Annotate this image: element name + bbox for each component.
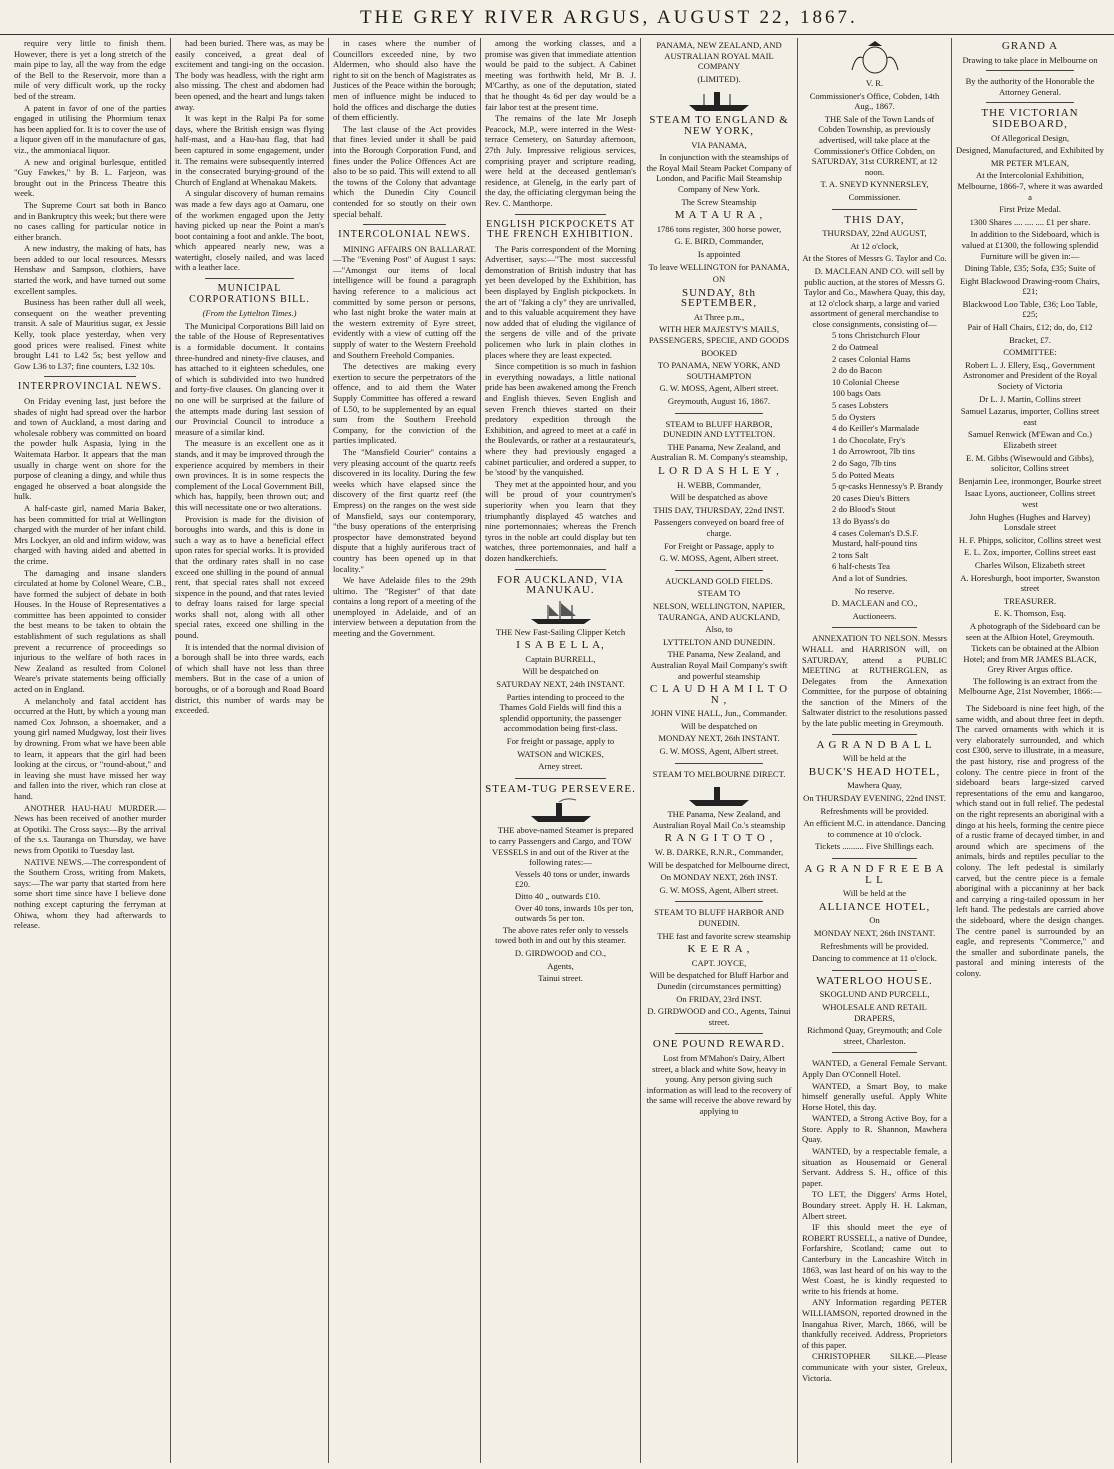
steamship-icon: [684, 781, 754, 807]
royal-crest-icon: [848, 40, 902, 76]
committee-list: [956, 360, 1104, 594]
divider: [515, 214, 606, 215]
section-heading: ENGLISH PICKPOCKETS AT THE FRENCH EXHIBITION.: [486, 218, 635, 241]
auction-item: 10 Colonial Cheese: [832, 376, 900, 387]
article-paragraph: The Paris correspondent of the Morning Advertiser, says:—"The most successful demonstration of British industry that has yet been developed by the Exhibition, has been displayed by English pickpockets. In the art of "faking a cly" they are unrivalled, and to this valuable acquirement they have now added that of eluding the vigilance of the sergens de ville and of the private policemen who lurk in plain clothes in places where they are least expected.: [485, 243, 636, 360]
article-paragraph: A melancholy and fatal accident has occurred at the Hutt, by which a young man named Cox Johnson, a shoemaker, and a young girl named Mudgway, lost their lives by drowning. From what we have been able to learn, it appears that the girl had been looking at the circus, or "round-about," and in leaving she must have missed her way and fallen into the river, which ran close at hand.: [14, 695, 166, 801]
committee-member: Samuel Lazarus, importer, Collins street east: [960, 406, 1100, 427]
committee-member: John Hughes (Hughes and Harvey) Lonsdale street: [969, 511, 1091, 533]
classified-ad: IF this should meet the eye of ROBERT RUSSELL, a native of Dundee, Forfarshire, Scotland; came out to Canterbury in the Lancashire Witch in 1863, was last heard of on his way to the West Coast, he is kindly requested to write to his friends at home.: [802, 1222, 947, 1296]
section-heading: MUNICIPAL CORPORATIONS BILL.: [189, 283, 310, 305]
divider: [675, 570, 763, 571]
committee-member: Isaac Lyons, auctioneer, Collins street west: [964, 488, 1096, 509]
article-paragraph: require very little to finish them. However, there is yet a long stretch of the main pipe to lay, all the way from the edge of the Bell to the Reservoir, more than a mile of very difficult work, up the rocky bed of the stream.: [14, 38, 166, 101]
advertisement-steam-tug: STEAM-TUG PERSEVERE. THE above-named Steamer is prepared to carry Passengers and Cargo, and TOW VESSELS in and out of the River at the following rates:— Vessels 40 tons or under, inwards £20. Ditto 40 „ outwards £10. Over 40 tons, inwards 10s per ton, outwards 5s per ton. The above rates refer only to vessels towed both in and out by this steamer. D. GIRDWOOD and CO., Agents, Tainui street.: [485, 782, 636, 984]
article-paragraph: A singular discovery of human remains was made a few days ago at Oamaru, one of the workmen engaged upon the Jetty having picked up near the Point a man's boot containing a foot and ankle. The boot, which appeared nearly new, was a watertight, closely nailed, and was laced with a leather lace.: [175, 188, 324, 273]
article-paragraph: A new industry, the making of hats, has been added to our local resources. Messrs Henshaw and Sampson, clothiers, have started the work, and have turned out some excellent samples.: [14, 243, 166, 296]
divider: [832, 1052, 917, 1053]
ad-heading: STEAM-TUG PERSEVERE.: [485, 782, 636, 795]
auction-item: 2 do Sago, 7lb tins: [832, 458, 897, 468]
advertisement-free-ball: A G R A N D F R E E B A L L Will be held at the ALLIANCE HOTEL, On MONDAY NEXT, 26th INSTANT. Refreshments will be provided. Dancing to commence at 11 o'clock.: [804, 863, 945, 964]
column-3: [329, 38, 480, 1463]
divider: [832, 627, 917, 628]
auction-item: 5 qr-casks Hennessy's P. Brandy: [832, 481, 943, 492]
article-paragraph: Provision is made for the division of boroughs into wards, and this is done in such a way as to have a beneficial effect upon rates for special works. It is provided that the ordinary rates shall in no case exceed one shilling in the pound of annual rent, that special rates shall not exceed sixpence in the pound, and that rates levied to defray loans raised for large special works shall not, along with all other special rates, exceed one shilling in the pound.: [175, 513, 324, 641]
advertisement-cobden-lands: V. R. Commissioner's Office, Cobden, 14th Aug., 1867. THE Sale of the Town Lands of Cobden Township, as previously advertised, will take place at the Commissioner's Office Cobden, on SATURDAY, 31st CURRENT, at 12 noon. T. A. SNEYD KYNNERSLEY, Commissioner.: [802, 40, 947, 203]
article-paragraph: The detectives are making every exertion to secure the perpetrators of the offence, and to aid them the Water Supply Committee has offered a reward of L50, to be supplemented by an equal sum from the Southern Freehold Company, for the conviction of the parties implicated.: [333, 361, 476, 446]
advertisement-auckland-ketch: FOR AUCKLAND, VIA MANUKAU. THE New Fast-Sailing Clipper Ketch I S A B E L L A, Captain BURRELL, Will be despatched on SATURDAY NEXT, 24th INSTANT. Parties intending to proceed to the Thames Gold Fields will find this a splendid opportunity, the passenger accommodation being first-class. For freight or passage, apply to WATSON and WICKES, Arney street.: [485, 575, 636, 772]
advertisement-maclean-auction: THIS DAY, THURSDAY, 22nd AUGUST, At 12 o'clock, At the Stores of Messrs G. Taylor and Co. D. MACLEAN AND CO. will sell by public auction, at the stores of Messrs G. Taylor and Co., Mawhera Quay, this day, at 12 o'clock sharp, a large and varied assortment of general merchandise to close consignments, consisting of— 5 tons Christchurch Flour 2 do Oatmeal 2 cases Colonial Hams 2 do do Bacon 10 Colonial Cheese 100 bags Oats 5 cases Lobsters 5 do Oysters 4 do Keiller's Marmalade 1 do Chocolate, Fry's 1 do Arrowroot, 7lb tins 2 do Sago, 7lb tins 5 do Potted Meats 5 qr-casks Hennessy's P. Brandy 20 cases Dieu's Bitters 2 do Blood's Stout 13 do Byass's do 4 cases Coleman's D.S.F. Mustard, half-pound tins 2 tons Salt 6 half-chests Tea And a lot of Sundries. No reserve. D. MACLEAN and CO., Auctioneers.: [802, 213, 947, 621]
classified-ad: WANTED, a Smart Boy, to make himself generally useful. Apply White Horse Hotel, this day.: [802, 1080, 947, 1112]
advertisement-grand-ball: A G R A N D B A L L Will be held at the BUCK'S HEAD HOTEL, Mawhera Quay, On THURSDAY EVENING, 22nd INST. Refreshments will be provided. An efficient M.C. in attendance. Dancing to commence at 10 o'clock. Tickets .......... Five Shillings each.: [803, 738, 946, 852]
article-paragraph: They met at the appointed hour, and you will be proud of your countrymen's superiority when you learn that they triumphantly displayed 45 watches and nine portemonnaies; whereas the French tyros in the noble art could display but ten watches, three portemonnaies, and half a dozen handkerchiefs.: [485, 478, 636, 563]
divider: [675, 901, 763, 902]
divider: [986, 102, 1074, 103]
article-paragraph: had been buried. There was, as may be easily conceived, a great deal of excitement and tangi-ing on the occasion. The body was headless, with the right arm also missing. The chest and abdomen had been opened, and the heart and lungs taken away.: [175, 38, 324, 112]
advertisement-lord-ashley: STEAM to BLUFF HARBOR, DUNEDIN AND LYTTELTON. THE Panama, New Zealand, and Australian R. M. Company's steamship, L O R D A S H L E Y , H. WEBB, Commander, Will be despatched as above THIS DAY, THURSDAY, 22nd INST. Passengers conveyed on board free of charge. For Freight or Passage, apply to G. W. MOSS, Agent, Albert street.: [650, 418, 788, 564]
committee-member: H. F. Phipps, solicitor, Collins street west: [958, 534, 1102, 545]
divider: [832, 209, 917, 210]
article-paragraph: in cases where the number of Councillors exceeded nine, by two Aldermen, who should also have the right to sit on the bench of Magistrates as Justices of the Peace within the borough; men of influence might be induced to hold the offices and discharge the duties of them efficiently.: [333, 38, 476, 123]
auction-item: 4 cases Coleman's D.S.F. Mustard, half-pound tins: [832, 527, 919, 549]
advertisement-panama-mail: PANAMA, NEW ZEALAND, AND AUSTRALIAN ROYAL MAIL COMPANY (LIMITED). STEAM TO ENGLAND & NEW YORK, VIA PANAMA, In conjunction with the steamships of the Royal Mail Steam Packet Company of London, and Pacific Mail Steamship Company of New York. The Screw Steamship M A T A U R A , 1786 tons register, 300 horse power, G. E. BIRD, Commander, Is appointed To leave WELLINGTON for PANAMA, ON SUNDAY, 8th SEPTEMBER, At Three p.m., WITH HER MAJESTY'S MAILS, PASSENGERS, SPECIE, AND GOODS BOOKED TO PANAMA, NEW YORK, AND SOUTHAMPTON G. W. MOSS, Agent, Albert street. Greymouth, August 16, 1867.: [646, 40, 792, 407]
article-paragraph: MINING AFFAIRS ON BALLARAT.—The "Evening Post" of August 1 says:—"Amongst our items of local intelligence will be found a paragraph having reference to a malicious act committed by some person or persons, who last night broke the water main at the western extremity of Eyre street, evidently with a view of cutting off the supply of water to the Western Freehold and Southern Freehold Companies.: [333, 243, 476, 360]
article-paragraph: The measure is an excellent one as it stands, and it may be improved through the experience acquired by members in their own provinces. It is in some respects the complement of the Local Government Bill, which has, happily, been thrown out; and this will necessitate one or two alterations.: [175, 438, 324, 512]
prize-item: Blackwood Loo Table, £36; Loo Table, £25;: [962, 298, 1098, 320]
auction-item: 5 tons Christchurch Flour: [832, 330, 921, 341]
divider: [515, 778, 606, 779]
auction-item: 2 do do Bacon: [832, 365, 882, 376]
steamship-icon: [684, 86, 754, 112]
auction-item: 5 cases Lobsters: [832, 400, 889, 411]
newspaper-title: THE GREY RIVER ARGUS, AUGUST 22, 1867.: [360, 7, 858, 28]
committee-member: Dr L. J. Martin, Collins street: [979, 393, 1081, 404]
section-heading: INTERCOLONIAL NEWS.: [338, 229, 471, 241]
auction-item: 2 cases Colonial Hams: [832, 353, 911, 364]
auction-item: 1 do Arrowroot, 7lb tins: [832, 446, 915, 457]
prize-item: Eight Blackwood Drawing-room Chairs, £21;: [960, 275, 1100, 297]
article-paragraph: among the working classes, and a promise was given that immediate attention would be paid to the subject. A Cabinet meeting was forthwith held, Mr B. J. M'Carthy, as one of the deputation, stated that he thought 4s 6d per day would be a fair labor test at the present time.: [485, 38, 636, 112]
divider: [363, 224, 446, 225]
article-paragraph: A new and original burlesque, entitled "Guy Fawkes," by B. L. Farjeon, was brought out in the Princess Theatre this week.: [14, 156, 166, 199]
classified-ad: WANTED, a Strong Active Boy, for a Store. Apply to R. Shannon, Mawhera Quay.: [802, 1113, 947, 1145]
column-7: [952, 38, 1108, 1463]
divider: [205, 278, 294, 279]
auction-item: 2 tons Salt: [832, 549, 869, 560]
classified-ad: WANTED, a General Female Servant. Apply Dan O'Connell Hotel.: [802, 1058, 947, 1079]
article-paragraph: The Sideboard is nine feet high, of the same width, and about three feet in depth. The carved ornaments with which it is very elaborately surrounded, and which cost £300, serve to illustrate, in a measure, the past history, rise and progress of the colony. The centre piece in front of the sideboard bears large-sized carved representations of the emu and kangaroo, which stand out in full relief. The pedestal on the right represents an aboriginal with a dingo at his heels, forming the centre piece of a rustic frame of decayed timber, in and around which are specimens of the animals, birds and reptiles peculiar to the colony. The left pedestal is similarly carved, but the centre piece is a female aboriginal with a piccaninny at her back and carrying a ring-tailed opossum in her left hand. The pedestals are carried above the sideboard, where the design changes. The centre panel is surrounded by an eagle, and represents "Commerce," and the smaller and subordinate panels, the pastoral and mining interests of the colony.: [956, 703, 1104, 978]
section-subheading: (From the Lyttelton Times.): [202, 308, 297, 319]
column-4: [481, 38, 640, 1463]
steamship-icon: [526, 797, 596, 823]
auction-item: And a lot of Sundries.: [832, 572, 908, 583]
classified-ad: CHRISTOPHER SILKE.—Please communicate with your sister, Greleux, Victoria.: [802, 1351, 947, 1383]
divider: [986, 70, 1074, 71]
divider: [832, 734, 917, 735]
article-paragraph: On Friday evening last, just before the shades of night had spread over the harbor and town of Auckland, a most daring and wholesale robbery was committed on board the powder hulk Aspasia, lying in the Waitemata Harbor. It appears that the man usually in charge went on shore for the purpose of cleaning a dingy, and while thus engaged he observed a boat alongside the hulk.: [14, 396, 166, 502]
classified-ad: TO LET, the Diggers' Arms Hotel, Boundary street. Apply H. H. Lakman, Albert street.: [802, 1189, 947, 1221]
article-paragraph: A patent in favor of one of the parties engaged in utilising the Phormium tenax has been applied for. It is to cover the use of a liquor given off in the manufacture of gas, viz., the ammoniacal liquor.: [14, 102, 167, 155]
advertisement-reward: ONE POUND REWARD. Lost from M'Mahon's Dairy, Albert street, a black and white Sow, heavy in young. Any person giving such information as will lead to the recovery of the same will receive the above reward by applying to: [646, 1038, 792, 1116]
auction-item: 100 bags Oats: [832, 388, 881, 399]
article-paragraph: It was kept in the Ralpi Pa for some days, where the British ensign was flying half-mast, and a Hau-hau flag, that had been captured in some engagement, under it. The remains were subsequently interred in the consecrated burying-ground of the Church of England at Whenakau Makets.: [175, 113, 324, 187]
article-paragraph: Since competition is so much in fashion in everything nowadays, a little national pride has been awakened among the French and English thieves. Seven English and seven French thieves started on their predatory expedition through the Exhibition, and agreed to meet at a café in the Boulevards, or rather at a restaurateur's, where they had previously engaged a cabinet particulier, and ordered a supper, to be 'stood' by the vanquished.: [485, 361, 636, 478]
advertisement-claud-hamilton: AUCKLAND GOLD FIELDS. STEAM TO NELSON, WELLINGTON, NAPIER, TAURANGA, AND AUCKLAND, Also, to LYTTELTON AND DUNEDIN. THE Panama, New Zealand, and Australian Royal Mail Company's swift and powerful steamship C L A U D H A M I L T O N , JOHN VINE HALL, Jun., Commander. Will be despatched on MONDAY NEXT, 26th INSTANT. G. W. MOSS, Agent, Albert street.: [649, 575, 789, 757]
auction-item: 5 do Potted Meats: [832, 469, 895, 480]
committee-member: Charles Wilson, Elizabeth street: [974, 559, 1086, 570]
committee-member: E. M. Gibbs (Wisewould and Gibbs), solicitor, Collins street: [965, 452, 1095, 474]
advertisement-waterloo-house: WATERLOO HOUSE. SKOGLUND AND PURCELL, WHOLESALE AND RETAIL DRAPERS, Richmond Quay, Greymouth; and Cole street, Charleston.: [807, 974, 942, 1046]
advertisement-sideboard: GRAND A Drawing to take place in Melbourne on By the authority of the Honorable the Attorney General. THE VICTORIAN SIDEBOARD, Of Allegorical Design, Designed, Manufactured, and Exhibited by MR PETER M'LEAN, At the Intercolonial Exhibition, Melbourne, 1866-7, where it was awarded a First Prize Medal. 1300 Shares .... .... .... £1 per share. In addition to the Sideboard, which is valued at £1300, the following splendid Furniture will be given in:— Dining Table, £35; Sofa, £35; Suite of Eight Blackwood Drawing-room Chairs, £21; Blackwood Loo Table, £36; Loo Table, £25; Pair of Hall Chairs, £12; do, do, £12 Bracket, £7. COMMITTEE: Robert L. J. Ellery, Esq., Government Astronomer and President of the Royal Society of Victoria Dr L. J. Martin, Collins street Samuel Lazarus, importer, Collins street east Samuel Renwick (M'Ewan and Co.) Elizabeth street E. M. Gibbs (Wisewould and Gibbs), solicitor, Collins street Benjamin Lee, ironmonger, Bourke street Isaac Lyons, auctioneer, Collins street west John Hughes (Hughes and Harvey) Lonsdale street H. F. Phipps, solicitor, Collins street west E. L. Zox, importer, Collins street east Charles Wilson, Elizabeth street A. Horesburgh, boot importer, Swanston street TREASURER. E. K. Thomson, Esq. A photograph of the Sideboard can be seen at the Albion Hotel, Greymouth. Tickets can be obtained at the Albion Hotel; and from MR JAMES BLACK, Grey River Argus office. The following is an extract from the Melbourne Age, 21st November, 1866:—: [956, 40, 1104, 697]
prize-list: [956, 263, 1104, 345]
divider: [832, 858, 917, 859]
advertisement-keera: STEAM TO BLUFF HARBOR AND DUNEDIN. THE fast and favorite screw steamship K E E R A , CAPT. JOYCE, Will be despatched for Bluff Harbor and Dunedin (circumstances permitting) On FRIDAY, 23rd INST. D. GIRDWOOD and CO., Agents, Tainui street.: [647, 907, 791, 1027]
column-6: [798, 38, 951, 1463]
committee-member: Robert L. J. Ellery, Esq., Government Astronomer and President of the Royal Society of Victoria: [962, 359, 1098, 392]
article-paragraph: We have Adelaide files to the 29th ultimo. The "Register" of that date contains a long report of a meeting of the unemployed in Adelaide, and of an interview between a deputation from the meeting and the Government.: [333, 575, 476, 639]
auction-item: 2 do Oatmeal: [832, 342, 879, 353]
auction-item: 4 do Keiller's Marmalade: [832, 423, 920, 434]
article-paragraph: ANOTHER HAU-HAU MURDER.—News has been received of another murder at Opotiki. The Cross says:—By the arrival of the s.s. Tauranga on Thursday, we have news from Opotiki to Tuesday last.: [14, 802, 166, 855]
article-paragraph: A half-caste girl, named Maria Baker, has been committed for trial at Wellington charged with the murder of her infant child. Mrs Lockyer, an old and infirm widow, was charged with having aided and abetted in the crime.: [14, 502, 166, 566]
advertisement-rangitoto: STEAM TO MELBOURNE DIRECT. THE Panama, New Zealand, and Australian Royal Mail Co.'s steamship R A N G I T O T O , W. B. DARKE, R.N.R., Commander, Will be despatched for Melbourne direct, On MONDAY NEXT, 26th INST. G. W. MOSS, Agent, Albert street.: [648, 768, 790, 895]
auction-item: 6 half-chests Tea: [832, 561, 890, 572]
sailing-ship-icon: [526, 599, 596, 625]
prize-item: Pair of Hall Chairs, £12; do, do, £12: [967, 322, 1093, 333]
classified-ad: ANY Information regarding PETER WILLIAMSON, reported drowned in the Inangahua River, March, 1866, will be thankfully received. Address, Proprietors of this paper.: [802, 1297, 947, 1350]
article-paragraph: The "Mansfield Courier" contains a very pleasing account of the quartz reefs discovered in its locality. During the few weeks which have elapsed since the discovery of the first quartz reef (the Empress) on the ranges on the west side of Mansfield, says our contemporary, "the busy operations of the enterprising prospector have demonstrated beyond dispute that a highly auriferous tract of country has been opened up in that locality.": [333, 446, 476, 574]
auction-item: 1 do Chocolate, Fry's: [832, 434, 906, 445]
auction-item: 2 do Blood's Stout: [832, 504, 896, 515]
divider: [675, 763, 763, 764]
divider: [44, 376, 136, 377]
column-2: [171, 38, 328, 1463]
classified-ad: WANTED, by a respectable female, a situation as Housemaid or General Servant. Address S. H., office of this paper.: [802, 1146, 947, 1188]
article-paragraph: It is intended that the normal division of a borough shall be into three wards, each of which shall have not less than three members. But in the case of a union of boroughs, or of a borough and Road Board district, this number of wards may be exceeded.: [175, 641, 324, 716]
auction-item: 20 cases Dieu's Bitters: [832, 492, 910, 503]
article-paragraph: NATIVE NEWS.—The correspondent of the Southern Cross, writing from Makets, says:—The war party that started from here some short time since have I believe done nothing except capturing the ferryman at Ohiwa, whom they had afterwards to release.: [14, 856, 166, 931]
committee-member: E. L. Zox, importer, Collins street east: [964, 547, 1096, 558]
prize-item: Dining Table, £35; Sofa, £35; Suite of: [964, 263, 1096, 274]
auction-item: 13 do Byass's do: [832, 515, 890, 526]
committee-member: Benjamin Lee, ironmonger, Bourke street: [958, 475, 1102, 486]
column-5: [641, 38, 797, 1463]
article-paragraph: The remains of the late Mr Joseph Peacock, M.P., were interred in the West-terrace Cemetery, on Saturday afternoon, 27th July. Impressive religious services, comprising prayer and scripture reading, were held at the deceased gentleman's residence, at Glenelg, in the early part of the day, the officiating clergyman being the Rev. C. Manthorpe.: [485, 113, 636, 208]
auction-item: 5 do Oysters: [832, 411, 876, 422]
masthead: [0, 0, 1114, 35]
prize-item: Bracket, £7.: [1009, 334, 1051, 345]
committee-member: A. Horesburgh, boot importer, Swanston street: [960, 572, 1100, 594]
article-paragraph: The Supreme Court sat both in Banco and in Bankruptcy this week; but there were no cases calling for particular notice in either branch.: [14, 199, 167, 242]
committee-member: Samuel Renwick (M'Ewan and Co.) Elizabeth street: [968, 429, 1092, 450]
article-paragraph: The Municipal Corporations Bill laid on the table of the House of Representatives is a formidable document. It contains three-hundred and ninety-five clauses, and has attached to it eighteen schedules, one of which is subdivided into two hundred and forty-five clauses. On glancing over it no one will be surprised at the failure of the attempts made during last session of our Provincial Council to introduce a measure of a similar kind.: [175, 320, 324, 437]
auction-items-list: [802, 330, 947, 583]
section-heading: INTERPROVINCIAL NEWS.: [18, 381, 162, 393]
article-paragraph: The damaging and insane slanders circulated at home by Colonel Weare, C.B., have formed the subject of debate in both Houses. In the House of Representatives a committee has been appointed to consider the best means to be taken to obtain the establishment of such regulations as shall prevent a recurrence of proceedings so injurious to the welfare of both races in New Zealand as resulted from Colonel Weare's private statements being officially acted on in England.: [14, 567, 166, 695]
divider: [675, 1033, 763, 1034]
divider: [832, 970, 917, 971]
article-paragraph: Business has been rather dull all week, consequent on the weather preventing transit. A sale of Mauritius sugar, ex Jessie Kelly, took place yesterday, when very good prices were realised. Finest white brought L41 to L42 5s; best yellow and Gow L36 to L37; fine counters, L32 10s.: [14, 297, 166, 371]
advertisement-annexation: ANNEXATION TO NELSON. Messrs WHALL and HARRISON will, on SATURDAY, attend a PUBLIC MEETING at RUTHERGLEN, as Delegates from the Annexation Committee, for the purpose of obtaining the sanction of the Miners of the Saltwater district to the resolutions passed by the late public meeting in Greymouth.: [802, 633, 947, 729]
divider: [675, 413, 763, 414]
column-1: [10, 38, 170, 1463]
ad-heading: FOR AUCKLAND, VIA MANUKAU.: [496, 573, 625, 597]
divider: [515, 569, 606, 570]
article-paragraph: The last clause of the Act provides that fines levied under it shall be paid into the Borough Corporation Fund, and fines under the Police Offences Act are also to be so paid. This will extend to all the towns of the Colony that advantage which the Dunedin City Council contended for so stoutly on their own special behalf.: [333, 123, 476, 219]
